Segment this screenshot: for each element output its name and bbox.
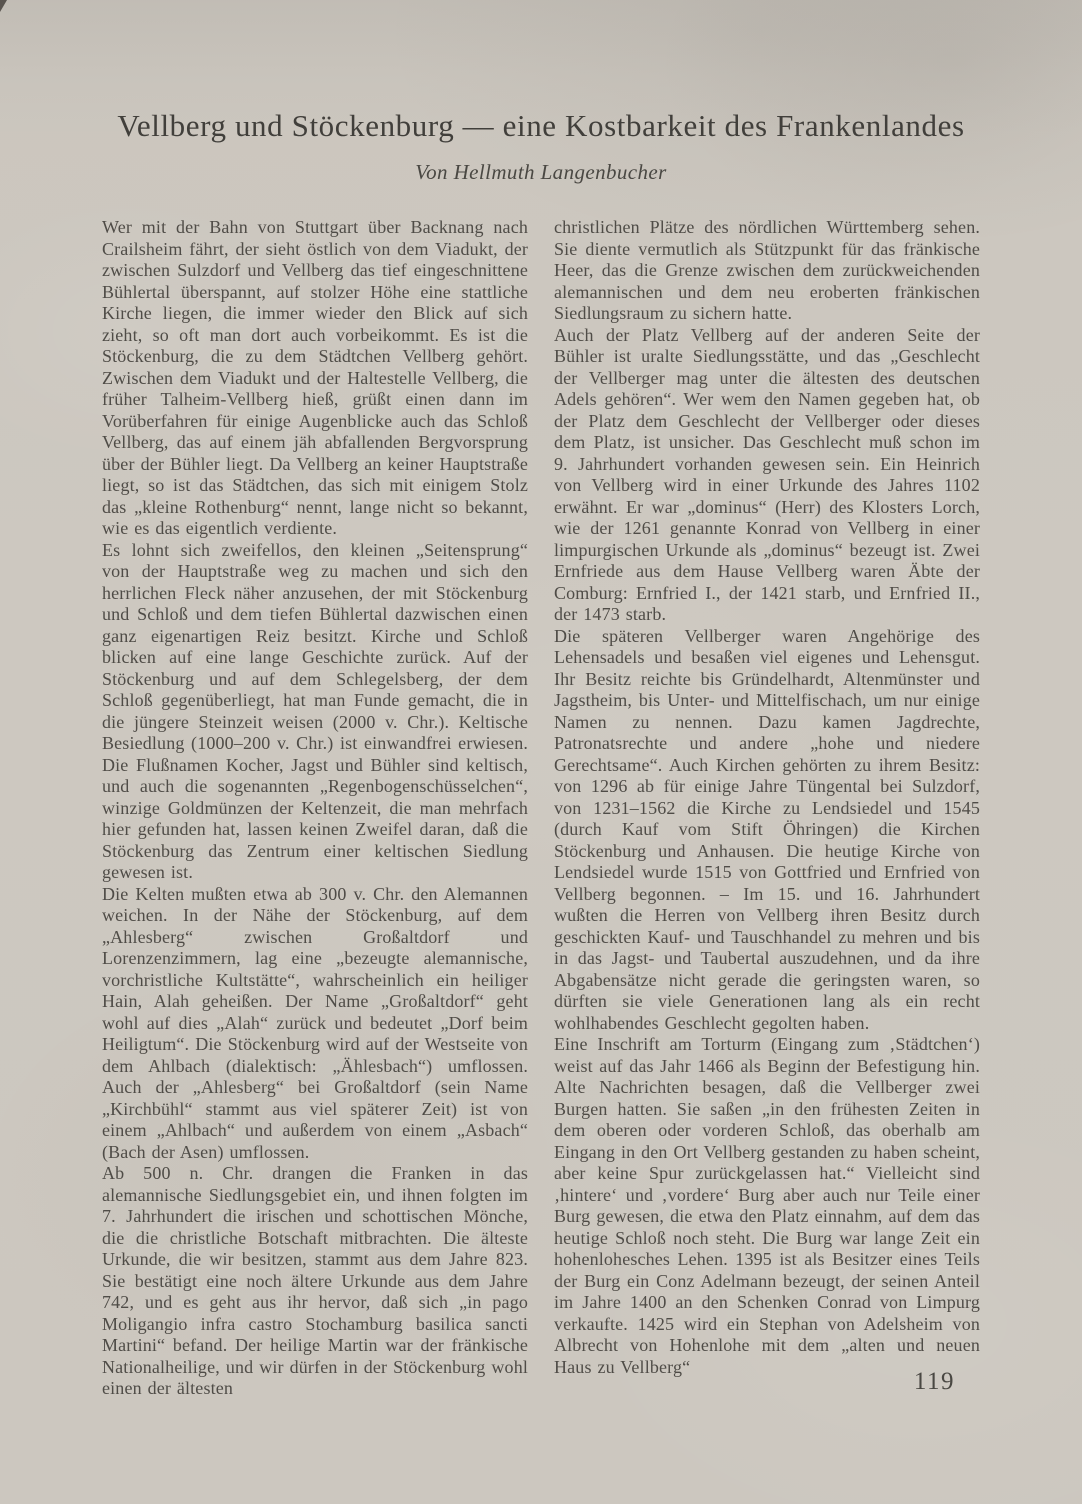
- right-column-paragraph-3: Die späteren Vellberger waren Angehörige des Lehensadels und besaßen viel eigenes und Lehensgut. Ihr Besitz reichte bis Gründelhardt, Altenmünster und Jagstheim, bis Unter- und Mittelfischach, um nur einige Namen zu nennen. Dazu kamen Jagdrechte, Patronatsrechte und andere „hohe und niedere Gerechtsame“. Auch Kirchen gehörten zu ihrem Besitz: von 1296 ab für einige Jahre Tüngental bei Sulzdorf, von 1231–1562 die Kirche zu Lendsiedel und 1545 (durch Kauf vom Stift Öhringen) die Kirchen Stöckenburg und Anhausen. Die heutige Kirche von Lendsiedel wurde 1515 von Gottfried und Ernfried von Vellberg begonnen. – Im 15. und 16. Jahrhundert wußten die Herren von Vellberg ihren Besitz durch geschickten Kauf- und Tauschhandel zu mehren und bis in das Jagst- und Taubertal auszudehnen, und da ihre Abgabensätze nicht gerade die geringsten waren, so dürften sie viele Generationen lang als ein recht wohlhabendes Geschlecht gegolten haben.: [554, 625, 980, 1033]
- two-column-text-block: [0, 217, 1082, 1400]
- right-column-paragraph-1: christlichen Plätze des nördlichen Württemberg sehen. Sie diente vermutlich als Stützpunkt für das fränkische Heer, das die Grenze zwischen dem zurückweichenden alemannischen und dem neu eroberten fränkischen Siedlungsraum zu sichern hatte.: [554, 217, 980, 323]
- right-column-paragraph-4: Eine Inschrift am Torturm (Eingang zum ‚Städtchen‘) weist auf das Jahr 1466 als Beginn der Befestigung hin. Alte Nachrichten besagen, daß die Vellberger zwei Burgen hatten. Sie saßen „in den frühesten Zeiten in dem oberen oder vorderen Schloß, das oberhalb am Eingang in den Ort Vellberg gestanden zu haben scheint, aber keine Spur zurückgelassen hat.“ Vielleicht sind ‚hintere‘ und ‚vordere‘ Burg aber auch nur Teile einer Burg gewesen, die etwa den Platz einnahm, auf dem das heutige Schloß noch steht. Die Burg war lange Zeit ein hohenlohesches Lehen. 1395 ist als Besitzer eines Teils der Burg ein Conz Adelmann bezeugt, der seinen Anteil im Jahre 1400 an den Schenken Conrad von Limpurg verkaufte. 1425 wird ein Stephan von Adelsheim von Albrecht von Hohenlohe mit dem „alten und neuen Haus zu Vellberg“: [554, 1034, 980, 1377]
- left-column: [102, 217, 528, 1400]
- left-column-paragraph-3: Die Kelten mußten etwa ab 300 v. Chr. den Alemannen weichen. In der Nähe der Stöckenburg, auf dem „Ahlesberg“ zwischen Großaltdorf und Lorenzenzimmern, lag eine „bezeugte alemannische, vorchristliche Kultstätte“, wahrscheinlich ein heiliger Hain, Alah geheißen. Der Name „Großaltdorf“ geht wohl auf dies „Alah“ zurück und bedeutet „Dorf beim Heiligtum“. Die Stöckenburg wird auf der Westseite von dem Ahlbach (dialektisch: „Ählesbach“) umflossen. Auch der „Ahlesberg“ bei Großaltdorf (sein Name „Kirchbühl“ stammt aus viel späterer Zeit) ist von einem „Ahlbach“ und außerdem von einem „Asbach“ (Bach der Asen) umflossen.: [102, 883, 528, 1162]
- right-column-paragraph-2: Auch der Platz Vellberg auf der anderen Seite der Bühler ist uralte Siedlungsstätte, und das „Geschlecht der Vellberger mag unter die ältesten des deutschen Adels gehören“. Wer wem den Namen gegeben hat, ob der Platz dem Geschlecht der Vellberger oder dieses dem Platz, ist unsicher. Das Geschlecht muß schon im 9. Jahrhundert vorhanden gewesen sein. Ein Heinrich von Vellberg wird in einer Urkunde des Jahres 1102 erwähnt. Er war „dominus“ (Herr) des Klosters Lorch, wie der 1261 genannte Konrad von Vellberg in einer limpurgischen Urkunde als „dominus“ bezeugt ist. Zwei Ernfriede aus dem Hause Vellberg waren Äbte der Comburg: Ernfried I., der 1421 starb, und Ernfried II., der 1473 starb.: [554, 324, 980, 624]
- page-number: 119: [913, 1368, 955, 1395]
- article-byline: Von Hellmuth Langenbucher: [415, 160, 667, 184]
- right-column: [554, 217, 980, 1400]
- left-column-paragraph-2: Es lohnt sich zweifellos, den kleinen „Seitensprung“ von der Hauptstraße weg zu machen und sich den herrlichen Fleck näher anzusehen, der mit Stöckenburg und Schloß und dem tiefen Bühlertal dazwischen einen ganz eigenartigen Reiz besitzt. Kirche und Schloß blicken auf eine lange Geschichte zurück. Auf der Stöckenburg und auf dem Schlegelsberg, der dem Schloß gegenüberliegt, hat man Funde gemacht, die in die jüngere Steinzeit weisen (2000 v. Chr.). Keltische Besiedlung (1000–200 v. Chr.) ist einwandfrei erwiesen. Die Flußnamen Kocher, Jagst und Bühler sind keltisch, und auch die sogenannten „Regenbogenschüsselchen“, winzige Goldmünzen der Keltenzeit, die man mehrfach hier gefunden hat, lassen keinen Zweifel daran, daß die Stöckenburg das Zentrum einer keltischen Siedlung gewesen ist.: [102, 539, 528, 882]
- left-column-paragraph-4: Ab 500 n. Chr. drangen die Franken in das alemannische Siedlungsgebiet ein, und ihnen folgten im 7. Jahrhundert die irischen und schottischen Mönche, die die christliche Botschaft mitbrachten. Die älteste Urkunde, die wir besitzen, stammt aus dem Jahre 823. Sie bestätigt eine noch ältere Urkunde aus dem Jahre 742, und es geht aus ihr hervor, daß sich „in pago Moligangio infra castro Stochamburg basilica sancti Martini“ befand. Der heilige Martin war der fränkische Nationalheilige, und wir dürfen in der Stöckenburg wohl einen der ältesten: [102, 1163, 528, 1398]
- article-title: Vellberg und Stöckenburg — eine Kostbarkeit des Frankenlandes: [117, 108, 965, 143]
- left-column-paragraph-1: Wer mit der Bahn von Stuttgart über Backnang nach Crailsheim fährt, der sieht östlich von dem Viadukt, der zwischen Sulzdorf und Vellberg das tief eingeschnittene Bühlertal überspannt, auf stolzer Höhe eine stattliche Kirche liegen, die immer wieder den Blick auf sich zieht, so oft man dort auch vorbeikommt. Es ist die Stöckenburg, die zu dem Städtchen Vellberg gehört. Zwischen dem Viadukt und der Haltestelle Vellberg, die früher Talheim-Vellberg hieß, grüßt einen dann im Vorüberfahren für einige Augenblicke auch das Schloß Vellberg, das auf einem jäh abfallenden Bergvorsprung über der Bühler liegt. Da Vellberg an keiner Hauptstraße liegt, so ist das Städtchen, das sich mit einigem Stolz das „kleine Rothenburg“ nennt, lange nicht so bekannt, wie es das eigentlich verdiente.: [102, 217, 528, 538]
